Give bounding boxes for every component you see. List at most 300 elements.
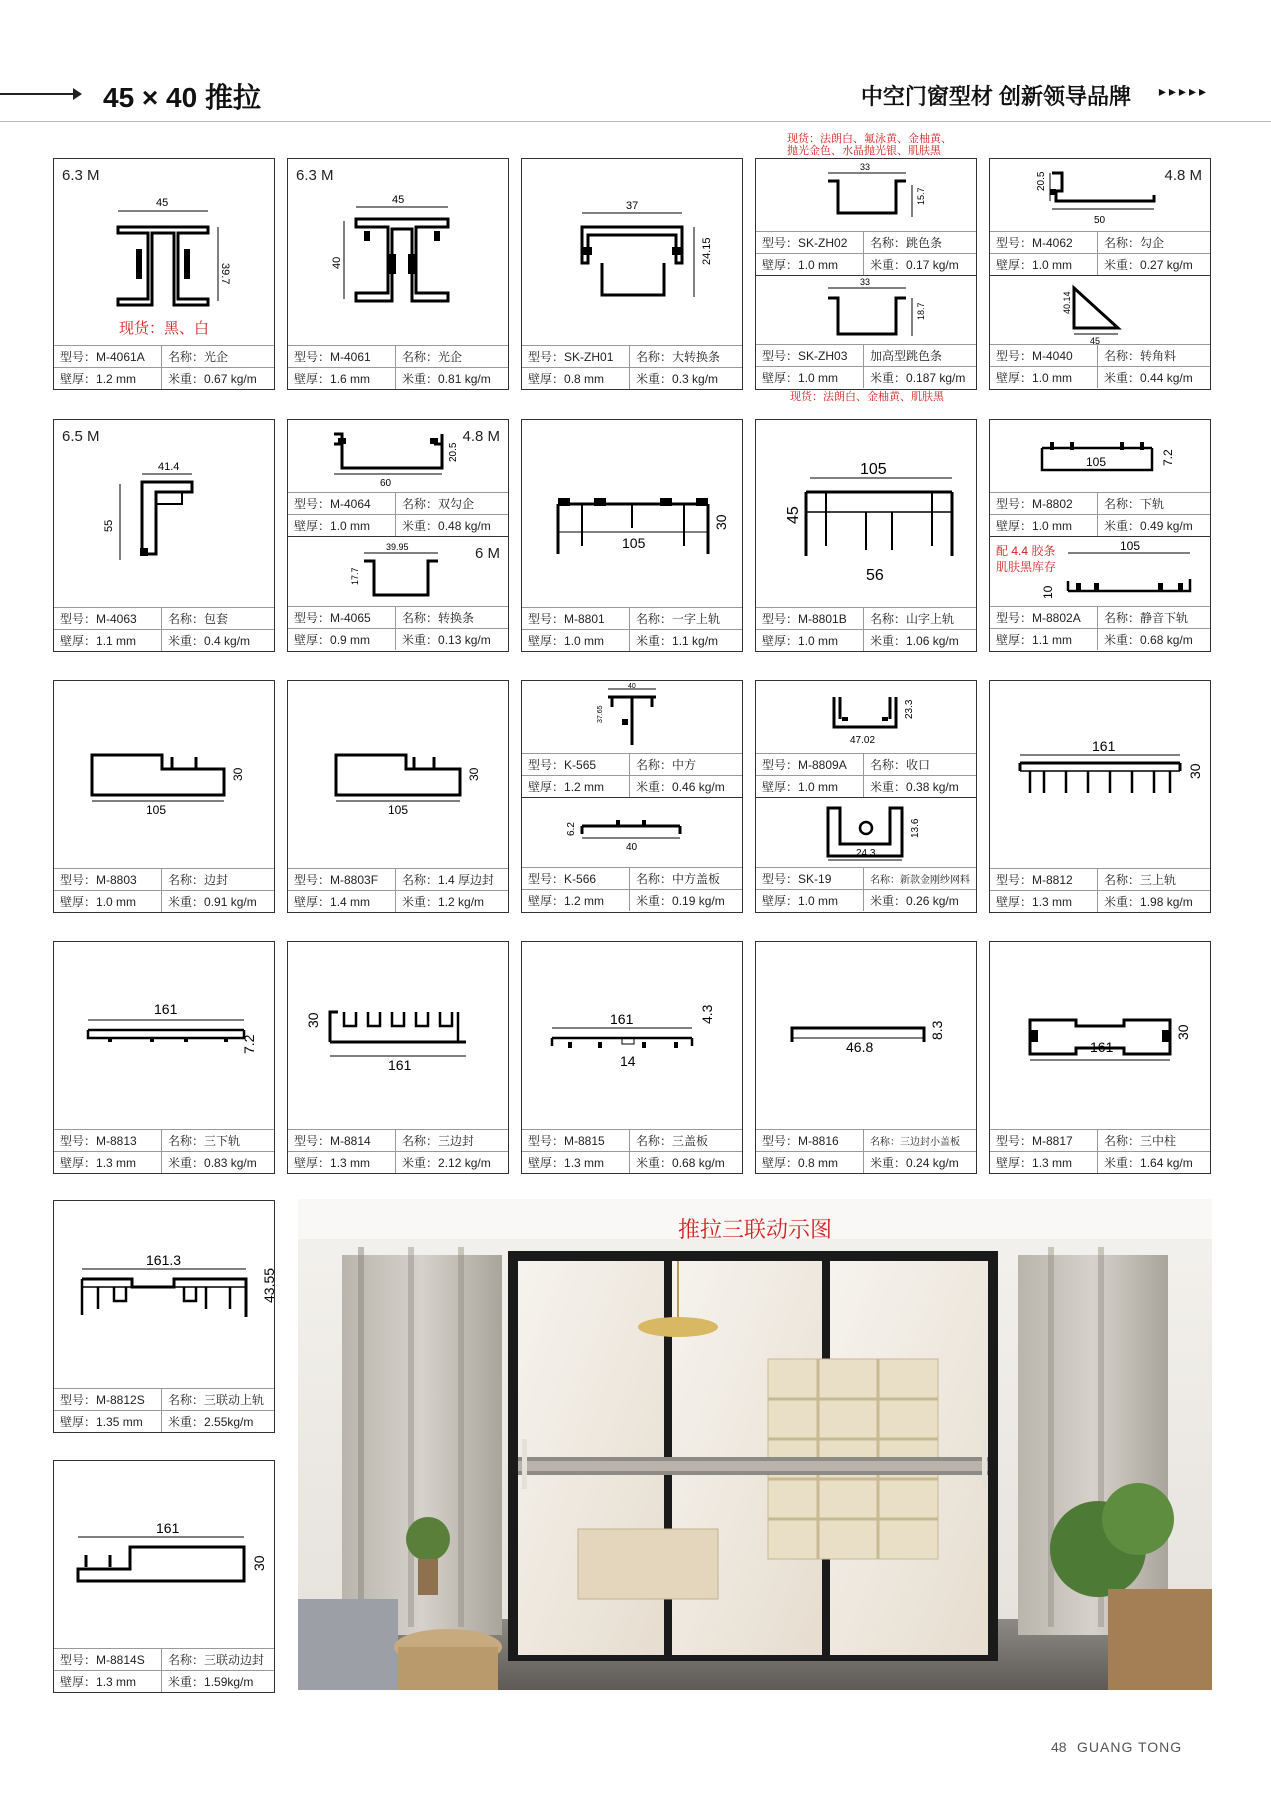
length-label: 6.3 M xyxy=(62,167,100,184)
svg-text:30: 30 xyxy=(713,514,729,530)
weight-value: 1.06 kg/m xyxy=(906,633,959,648)
stock-note: 现货：黑、白 xyxy=(118,320,209,337)
wall-value: 1.0 mm xyxy=(798,370,839,385)
weight-key: 米重： xyxy=(636,634,673,648)
weight-value: 0.83 kg/m xyxy=(204,1155,257,1170)
profile-diagram-m4040 xyxy=(990,275,1210,344)
svg-text:30: 30 xyxy=(1187,763,1203,779)
name-value: 收口 xyxy=(906,758,931,772)
name-value: 三下轨 xyxy=(204,1134,241,1148)
svg-text:60: 60 xyxy=(380,478,392,489)
weight-value: 0.4 kg/m xyxy=(204,633,251,648)
weight-key: 米重： xyxy=(168,895,205,909)
svg-text:105: 105 xyxy=(1120,539,1141,553)
model-key: 型号： xyxy=(996,236,1033,250)
name-value: 跳色条 xyxy=(906,236,943,250)
name-key: 名称： xyxy=(168,1393,205,1407)
wall-key: 壁厚： xyxy=(528,894,565,908)
gasket-note: 配 4.4 胶条 肌肤黑库存 xyxy=(996,544,1057,574)
profile-drawing xyxy=(756,681,976,753)
weight-value: 0.81 kg/m xyxy=(438,371,491,386)
model-value: M-8812S xyxy=(96,1392,145,1407)
profile-drawing xyxy=(522,942,742,1129)
product-card-m4061 xyxy=(287,158,509,390)
weight-value: 2.12 kg/m xyxy=(438,1155,491,1170)
wall-key: 壁厚： xyxy=(996,258,1033,272)
name-value: 新款金刚纱网料 xyxy=(900,875,970,886)
model-value: SK-ZH02 xyxy=(798,235,848,250)
model-key: 型号： xyxy=(996,1134,1033,1148)
weight-value: 0.3 kg/m xyxy=(672,371,719,386)
wall-value: 1.2 mm xyxy=(96,371,137,386)
svg-text:45: 45 xyxy=(392,194,405,206)
wall-value: 1.2 mm xyxy=(564,893,605,908)
profile-diagram xyxy=(522,942,742,1129)
profile-drawing xyxy=(990,537,1210,607)
name-value: 三边封 xyxy=(438,1134,475,1148)
profile-diagram xyxy=(54,420,274,607)
profile-drawing xyxy=(756,276,976,345)
wall-value: 1.0 mm xyxy=(564,633,605,648)
profile-diagram xyxy=(54,1201,277,1388)
profile-diagram-m8809a xyxy=(756,681,976,753)
header-arrow-icon xyxy=(73,88,82,100)
model-key: 型号： xyxy=(996,873,1033,887)
svg-text:24.15: 24.15 xyxy=(701,237,713,265)
svg-text:40: 40 xyxy=(331,256,343,269)
wall-value: 1.3 mm xyxy=(96,1674,137,1689)
profile-diagram xyxy=(756,420,976,607)
svg-text:105: 105 xyxy=(860,461,887,478)
weight-value: 0.67 kg/m xyxy=(204,371,257,386)
product-card-m8814 xyxy=(287,941,509,1174)
profile-diagram-m8802 xyxy=(990,420,1210,492)
svg-text:39.95: 39.95 xyxy=(386,542,409,552)
name-value: 光企 xyxy=(204,350,229,364)
svg-text:161: 161 xyxy=(388,1057,412,1073)
wall-key: 壁厚： xyxy=(60,1675,97,1689)
model-value: M-4061A xyxy=(96,349,145,364)
wall-value: 1.3 mm xyxy=(564,1155,605,1170)
stock-note-zh02: 现货：法朗白、氟泳黄、金柚黄、 抛光金色、水晶抛光银、肌肤黑 xyxy=(787,133,952,157)
product-card-m8801 xyxy=(521,419,743,652)
wall-key: 壁厚： xyxy=(996,519,1033,533)
wall-value: 1.0 mm xyxy=(1032,518,1073,533)
name-value: 光企 xyxy=(438,350,463,364)
wall-key: 壁厚： xyxy=(996,1156,1033,1170)
svg-text:33: 33 xyxy=(860,162,871,172)
stock-note-zh03: 现货：法朗白、金柚黄、肌肤黑 xyxy=(790,391,944,403)
wall-value: 0.9 mm xyxy=(330,632,371,647)
wall-key: 壁厚： xyxy=(294,1156,331,1170)
name-value: 下轨 xyxy=(1140,497,1165,511)
model-value: M-4065 xyxy=(330,610,371,625)
wall-value: 1.6 mm xyxy=(330,371,371,386)
model-key: 型号： xyxy=(762,758,799,772)
profile-drawing xyxy=(990,942,1210,1129)
model-value: M-4064 xyxy=(330,496,371,511)
name-key: 名称： xyxy=(1104,1134,1141,1148)
profile-diagram xyxy=(756,942,976,1129)
profile-drawing xyxy=(756,420,976,607)
svg-text:105: 105 xyxy=(388,803,409,817)
name-key: 名称： xyxy=(402,873,439,887)
weight-value: 2.55kg/m xyxy=(204,1414,254,1429)
svg-text:18.7: 18.7 xyxy=(916,302,926,320)
svg-text:30: 30 xyxy=(467,767,481,781)
page-title: 45 × 40 推拉 xyxy=(103,82,261,113)
wall-value: 1.1 mm xyxy=(1032,632,1073,647)
profile-drawing xyxy=(288,681,508,868)
profile-diagram xyxy=(54,942,274,1129)
product-card-m4063 xyxy=(53,419,275,652)
svg-text:30: 30 xyxy=(305,1012,321,1028)
svg-text:45: 45 xyxy=(156,197,169,209)
weight-key: 米重： xyxy=(168,1415,205,1429)
svg-text:47.02: 47.02 xyxy=(850,735,876,746)
weight-key: 米重： xyxy=(636,894,673,908)
length-label: 6.3 M xyxy=(296,167,334,184)
profile-drawing xyxy=(288,420,508,492)
svg-text:8.3: 8.3 xyxy=(929,1020,945,1040)
product-card-m8802-m8802a xyxy=(989,419,1211,652)
model-value: M-4040 xyxy=(1032,348,1073,363)
model-value: SK-19 xyxy=(798,871,832,886)
weight-key: 米重： xyxy=(636,780,673,794)
model-value: M-8802 xyxy=(1032,496,1073,511)
weight-key: 米重： xyxy=(1104,519,1141,533)
model-value: M-8809A xyxy=(798,757,847,772)
model-value: M-8801B xyxy=(798,611,847,626)
product-card-skzh02-skzh03 xyxy=(755,158,977,390)
svg-text:40: 40 xyxy=(628,683,636,690)
page-number: 48 xyxy=(1051,1739,1067,1755)
weight-value: 1.64 kg/m xyxy=(1140,1155,1193,1170)
weight-value: 0.38 kg/m xyxy=(906,779,959,794)
svg-text:40: 40 xyxy=(626,842,638,853)
profile-drawing xyxy=(288,942,508,1129)
weight-value: 0.68 kg/m xyxy=(672,1155,725,1170)
wall-key: 壁厚： xyxy=(996,371,1033,385)
profile-diagram xyxy=(990,942,1210,1129)
svg-text:4.3: 4.3 xyxy=(699,1004,715,1024)
wall-key: 壁厚： xyxy=(528,1156,565,1170)
name-value: 三联动边封 xyxy=(204,1653,265,1667)
wall-value: 1.35 mm xyxy=(96,1414,143,1429)
svg-text:10: 10 xyxy=(1041,585,1055,599)
profile-diagram xyxy=(990,681,1210,868)
product-card-m8817 xyxy=(989,941,1211,1174)
profile-drawing xyxy=(990,276,1210,345)
product-card-m8809a-sk19 xyxy=(755,680,977,913)
model-value: M-8816 xyxy=(798,1133,839,1148)
svg-text:39.7: 39.7 xyxy=(219,263,231,285)
model-key: 型号： xyxy=(294,1134,331,1148)
profile-diagram-zh03 xyxy=(756,275,976,344)
product-card-m8813 xyxy=(53,941,275,1174)
model-key: 型号： xyxy=(60,1653,97,1667)
header-line xyxy=(0,93,75,95)
weight-key: 米重： xyxy=(168,372,205,386)
name-key: 名称： xyxy=(402,350,439,364)
svg-text:15.7: 15.7 xyxy=(916,187,926,205)
model-key: 型号： xyxy=(528,350,565,364)
model-value: M-8802A xyxy=(1032,610,1081,625)
wall-value: 1.2 mm xyxy=(564,779,605,794)
svg-text:23.3: 23.3 xyxy=(904,699,915,719)
svg-text:161.3: 161.3 xyxy=(146,1252,182,1268)
profile-drawing xyxy=(288,159,508,345)
model-value: M-4062 xyxy=(1032,235,1073,250)
wall-key: 壁厚： xyxy=(294,633,331,647)
name-key: 名称： xyxy=(168,350,205,364)
product-card-m4064-m4065 xyxy=(287,419,509,652)
profile-diagram xyxy=(522,159,742,345)
model-key: 型号： xyxy=(294,611,331,625)
wall-value: 1.0 mm xyxy=(1032,257,1073,272)
weight-key: 米重： xyxy=(1104,633,1141,647)
product-card-m8815 xyxy=(521,941,743,1174)
profile-drawing xyxy=(522,420,742,607)
weight-key: 米重： xyxy=(870,894,907,908)
weight-value: 0.187 kg/m xyxy=(906,370,966,385)
model-value: M-8803 xyxy=(96,872,137,887)
profile-drawing xyxy=(990,681,1210,868)
model-key: 型号： xyxy=(294,873,331,887)
product-card-m8816 xyxy=(755,941,977,1174)
svg-text:161: 161 xyxy=(610,1011,634,1027)
model-value: M-8815 xyxy=(564,1133,605,1148)
name-key: 名称： xyxy=(402,1134,439,1148)
name-value: 三上轨 xyxy=(1140,873,1177,887)
wall-value: 0.8 mm xyxy=(564,371,605,386)
wall-key: 壁厚： xyxy=(60,1415,97,1429)
name-value: 大转换条 xyxy=(672,350,721,364)
name-key: 名称： xyxy=(1104,611,1141,625)
name-value: 边封 xyxy=(204,873,229,887)
svg-text:14: 14 xyxy=(620,1053,636,1069)
profile-diagram-k566 xyxy=(522,797,742,867)
weight-key: 米重： xyxy=(402,633,439,647)
product-card-m8814s xyxy=(53,1460,275,1693)
profile-drawing xyxy=(756,159,976,231)
wall-key: 壁厚： xyxy=(996,633,1033,647)
model-value: K-565 xyxy=(564,757,597,772)
model-key: 型号： xyxy=(762,349,799,363)
name-value: 中方 xyxy=(672,758,697,772)
profile-diagram xyxy=(522,420,742,607)
name-key: 名称： xyxy=(870,236,907,250)
svg-text:20.5: 20.5 xyxy=(1036,171,1047,191)
wall-key: 壁厚： xyxy=(294,372,331,386)
weight-key: 米重： xyxy=(870,1156,907,1170)
model-key: 型号： xyxy=(294,497,331,511)
svg-text:30: 30 xyxy=(251,1555,267,1571)
wall-key: 壁厚： xyxy=(762,258,799,272)
profile-diagram xyxy=(54,681,274,868)
product-card-m4061a xyxy=(53,158,275,390)
profile-diagram-m4065 xyxy=(288,536,508,606)
svg-text:161: 161 xyxy=(1090,1039,1114,1055)
profile-diagram-zh02 xyxy=(756,159,976,231)
weight-value: 0.13 kg/m xyxy=(438,632,491,647)
svg-text:45: 45 xyxy=(785,506,802,524)
svg-text:30: 30 xyxy=(1175,1024,1191,1040)
weight-key: 米重： xyxy=(1104,895,1141,909)
model-key: 型号： xyxy=(996,497,1033,511)
weight-key: 米重： xyxy=(870,780,907,794)
model-key: 型号： xyxy=(294,350,331,364)
name-key: 名称： xyxy=(168,1653,205,1667)
weight-key: 米重： xyxy=(870,258,907,272)
product-card-skzh01 xyxy=(521,158,743,390)
weight-value: 0.26 kg/m xyxy=(906,893,959,908)
name-key: 名称： xyxy=(636,350,673,364)
model-key: 型号： xyxy=(996,611,1033,625)
name-key: 名称： xyxy=(168,1134,205,1148)
model-key: 型号： xyxy=(60,873,97,887)
svg-text:46.8: 46.8 xyxy=(846,1039,874,1055)
name-key: 名称： xyxy=(870,612,907,626)
weight-value: 0.44 kg/m xyxy=(1140,370,1193,385)
header-slogan: 中空门窗型材 创新领导品牌 xyxy=(860,84,1131,109)
weight-key: 米重： xyxy=(168,634,205,648)
profile-diagram-m4064 xyxy=(288,420,508,492)
name-key: 名称： xyxy=(1104,349,1141,363)
weight-key: 米重： xyxy=(168,1156,205,1170)
profile-diagram xyxy=(288,681,508,868)
weight-value: 0.48 kg/m xyxy=(438,518,491,533)
profile-diagram xyxy=(288,159,508,345)
name-key: 名称： xyxy=(1104,497,1141,511)
svg-text:37: 37 xyxy=(626,200,639,212)
name-key: 名称： xyxy=(402,497,439,511)
profile-drawing xyxy=(54,942,274,1129)
length-label: 4.8 M xyxy=(462,428,500,445)
model-value: M-8813 xyxy=(96,1133,137,1148)
wall-value: 1.0 mm xyxy=(798,893,839,908)
svg-text:37.65: 37.65 xyxy=(597,705,604,723)
name-key: 名称： xyxy=(636,758,673,772)
svg-text:105: 105 xyxy=(1086,455,1107,469)
product-card-m8803 xyxy=(53,680,275,913)
name-value: 三联动上轨 xyxy=(204,1393,265,1407)
product-card-m8812s xyxy=(53,1200,275,1433)
svg-text:105: 105 xyxy=(146,803,167,817)
name-value: 转角料 xyxy=(1140,349,1177,363)
name-key: 名称： xyxy=(870,1137,900,1148)
name-key: 名称： xyxy=(636,1134,673,1148)
product-card-m4062-m4040 xyxy=(989,158,1211,390)
model-value: M-8814S xyxy=(96,1652,145,1667)
svg-text:43.55: 43.55 xyxy=(261,1267,277,1303)
name-value: 山字上轨 xyxy=(906,612,955,626)
wall-key: 壁厚： xyxy=(60,1156,97,1170)
wall-value: 1.3 mm xyxy=(1032,1155,1073,1170)
svg-text:30: 30 xyxy=(231,767,245,781)
header-arrows-icon: ▸▸▸▸▸ xyxy=(1158,83,1209,99)
svg-text:161: 161 xyxy=(1092,738,1116,754)
wall-key: 壁厚： xyxy=(528,372,565,386)
weight-value: 0.19 kg/m xyxy=(672,893,725,908)
svg-text:161: 161 xyxy=(156,1520,180,1536)
wall-value: 1.0 mm xyxy=(1032,370,1073,385)
wall-key: 壁厚： xyxy=(762,780,799,794)
name-key: 名称： xyxy=(168,873,205,887)
profile-drawing xyxy=(54,1201,277,1388)
length-label: 6 M xyxy=(474,545,500,562)
wall-key: 壁厚： xyxy=(528,780,565,794)
name-value: 包套 xyxy=(204,612,229,626)
wall-value: 1.0 mm xyxy=(798,257,839,272)
name-key: 名称： xyxy=(1104,873,1141,887)
weight-key: 米重： xyxy=(870,634,907,648)
weight-value: 0.68 kg/m xyxy=(1140,632,1193,647)
wall-key: 壁厚： xyxy=(60,634,97,648)
svg-text:20.5: 20.5 xyxy=(448,442,459,462)
model-key: 型号： xyxy=(60,612,97,626)
weight-value: 1.98 kg/m xyxy=(1140,894,1193,909)
wall-value: 1.4 mm xyxy=(330,894,371,909)
model-value: M-4063 xyxy=(96,611,137,626)
weight-key: 米重： xyxy=(1104,258,1141,272)
wall-key: 壁厚： xyxy=(762,894,799,908)
model-key: 型号： xyxy=(60,1393,97,1407)
wall-key: 壁厚： xyxy=(60,895,97,909)
profile-diagram-m8802a xyxy=(990,536,1210,606)
product-card-k565-k566 xyxy=(521,680,743,913)
model-key: 型号： xyxy=(528,612,565,626)
weight-key: 米重： xyxy=(402,1156,439,1170)
weight-value: 1.2 kg/m xyxy=(438,894,485,909)
profile-drawing xyxy=(522,159,742,345)
footer-brand: GUANG TONG xyxy=(1077,1739,1183,1755)
profile-drawing xyxy=(522,681,742,753)
svg-text:17.7: 17.7 xyxy=(350,567,360,585)
name-value: 勾企 xyxy=(1140,236,1165,250)
profile-diagram-sk19 xyxy=(756,797,976,867)
sliding-door-illustration xyxy=(298,1199,1212,1690)
name-key: 名称： xyxy=(402,611,439,625)
model-key: 型号： xyxy=(60,1134,97,1148)
svg-text:7.2: 7.2 xyxy=(241,1034,257,1054)
wall-value: 0.8 mm xyxy=(798,1155,839,1170)
profile-drawing xyxy=(522,798,742,868)
model-key: 型号： xyxy=(528,872,565,886)
weight-value: 1.59kg/m xyxy=(204,1674,254,1689)
svg-text:50: 50 xyxy=(1094,215,1106,226)
svg-text:56: 56 xyxy=(866,567,884,584)
wall-value: 1.0 mm xyxy=(798,633,839,648)
wall-value: 1.0 mm xyxy=(798,779,839,794)
wall-value: 1.1 mm xyxy=(96,633,137,648)
wall-key: 壁厚： xyxy=(762,634,799,648)
wall-key: 壁厚： xyxy=(996,895,1033,909)
profile-diagram xyxy=(288,942,508,1129)
length-label: 6.5 M xyxy=(62,428,100,445)
model-value: SK-ZH01 xyxy=(564,349,614,364)
profile-drawing xyxy=(756,942,976,1129)
svg-text:7.2: 7.2 xyxy=(1161,449,1175,466)
weight-key: 米重： xyxy=(1104,371,1141,385)
name-value: 三盖板 xyxy=(672,1134,709,1148)
profile-diagram xyxy=(54,1461,274,1648)
name-value: 转换条 xyxy=(438,611,475,625)
model-value: M-8812 xyxy=(1032,872,1073,887)
profile-drawing xyxy=(54,420,274,607)
name-value: 1.4 厚边封 xyxy=(438,873,495,887)
name-value: 静音下轨 xyxy=(1140,611,1189,625)
